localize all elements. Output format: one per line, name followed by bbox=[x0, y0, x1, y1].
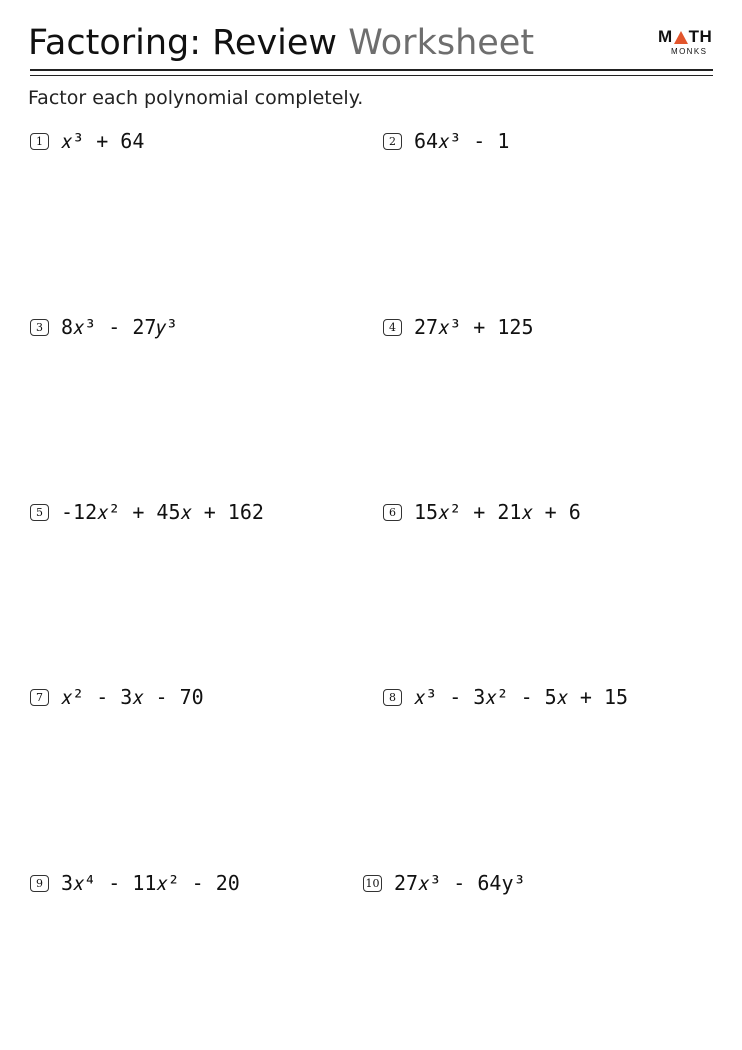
problem-4 bbox=[383, 313, 534, 341]
problem-expression: 15𝑥² + 21𝑥 + 6 bbox=[414, 500, 581, 524]
problem-number-badge: 2 bbox=[383, 133, 402, 150]
math-monks-logo bbox=[658, 28, 716, 56]
problem-expression: 𝑥² - 3𝑥 - 70 bbox=[61, 685, 204, 709]
problem-number-badge: 4 bbox=[383, 319, 402, 336]
triangle-icon bbox=[674, 31, 688, 44]
problem-expression: 8𝑥³ - 27𝑦³ bbox=[61, 315, 178, 339]
header-divider-thick bbox=[30, 69, 713, 71]
problem-expression: 27𝑥³ + 125 bbox=[414, 315, 534, 339]
problem-5 bbox=[30, 498, 264, 526]
problem-number-badge: 9 bbox=[30, 875, 49, 892]
problem-number-badge: 10 bbox=[363, 875, 382, 892]
problem-number-badge: 7 bbox=[30, 689, 49, 706]
problem-number-badge: 8 bbox=[383, 689, 402, 706]
problem-expression: -12𝑥² + 45𝑥 + 162 bbox=[61, 500, 264, 524]
logo-letter-m: M bbox=[658, 27, 673, 46]
problem-expression: 27𝑥³ - 64y³ bbox=[394, 871, 526, 895]
problem-2 bbox=[383, 127, 509, 155]
problem-10 bbox=[363, 869, 526, 897]
problem-expression: 𝑥³ + 64 bbox=[61, 129, 145, 153]
problem-number-badge: 6 bbox=[383, 504, 402, 521]
problem-number-badge: 5 bbox=[30, 504, 49, 521]
problem-9 bbox=[30, 869, 240, 897]
title-sub: Worksheet bbox=[348, 23, 535, 63]
problem-8 bbox=[383, 683, 628, 711]
problem-expression: 64𝑥³ - 1 bbox=[414, 129, 510, 153]
problem-1 bbox=[30, 127, 144, 155]
page-title bbox=[28, 20, 534, 66]
problem-number-badge: 3 bbox=[30, 319, 49, 336]
problem-3 bbox=[30, 313, 178, 341]
problem-number-badge: 1 bbox=[30, 133, 49, 150]
logo-subtext: MONKS bbox=[671, 47, 708, 56]
header-divider-thin bbox=[30, 75, 713, 76]
logo-letters-th: TH bbox=[688, 27, 713, 46]
problem-expression: 3𝑥⁴ - 11𝑥² - 20 bbox=[61, 871, 240, 895]
logo-wordmark bbox=[658, 28, 716, 45]
problem-7 bbox=[30, 683, 204, 711]
instructions: Factor each polynomial completely. bbox=[28, 87, 364, 109]
title-main: Factoring: Review bbox=[28, 23, 338, 63]
problem-expression: 𝑥³ - 3𝑥² - 5𝑥 + 15 bbox=[414, 685, 629, 709]
problem-6 bbox=[383, 498, 581, 526]
